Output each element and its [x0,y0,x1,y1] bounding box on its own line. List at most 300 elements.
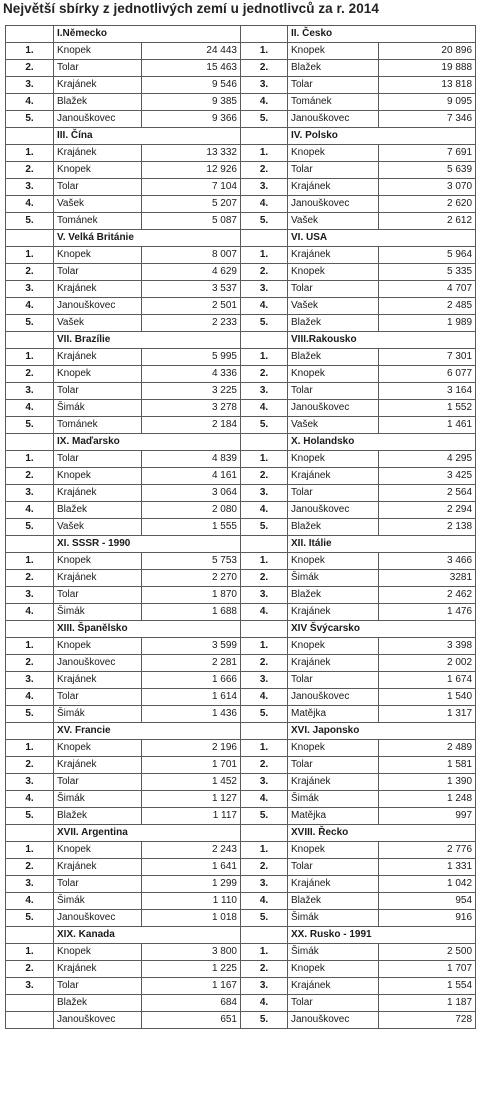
table-row [6,706,476,723]
collector-name: Šimák [288,791,379,808]
rank-cell: 3. [241,77,288,94]
collection-size: 1 674 [379,672,476,689]
collector-name: Janouškovec [288,111,379,128]
rank-cell: 5. [6,111,54,128]
collection-size: 1 331 [379,859,476,876]
table-row [6,995,476,1012]
rank-cell: 2. [6,961,54,978]
table-row [6,774,476,791]
collection-size: 2 080 [142,502,241,519]
rank-cell: 1. [241,842,288,859]
collector-name: Knopek [288,740,379,757]
collection-size: 4 336 [142,366,241,383]
rank-cell: 1. [6,43,54,60]
collector-name: Šimák [288,570,379,587]
collector-name: Krajánek [288,179,379,196]
collector-name: Šimák [54,791,142,808]
table-row [6,315,476,332]
blank-cell [6,825,54,842]
rank-cell: 3. [6,587,54,604]
collection-size: 5 087 [142,213,241,230]
rank-cell: 1. [241,145,288,162]
collector-name: Tolar [288,859,379,876]
rank-cell: 3. [241,672,288,689]
rank-cell: 5. [241,111,288,128]
blank-cell [241,723,288,740]
collector-name: Janouškovec [288,1012,379,1029]
rank-cell: 4. [241,791,288,808]
rank-cell: 2. [241,60,288,77]
collection-size: 4 839 [142,451,241,468]
rank-cell: 5. [6,315,54,332]
country-name: XVI. Japonsko [288,723,476,740]
rank-cell: 4. [6,689,54,706]
table-row [6,264,476,281]
rank-cell: 3. [241,876,288,893]
country-name: XIX. Kanada [54,927,241,944]
blank-cell [6,128,54,145]
rank-cell: 1. [241,638,288,655]
country-header-row [6,26,476,43]
collection-size: 3 070 [379,179,476,196]
collector-name: Knopek [288,553,379,570]
table-row [6,43,476,60]
table-row [6,383,476,400]
collector-name: Krajánek [288,247,379,264]
rank-cell: 4. [241,196,288,213]
rank-cell: 2. [6,162,54,179]
collector-name: Blažek [54,502,142,519]
collection-size: 2 281 [142,655,241,672]
rank-cell: 3. [6,978,54,995]
collection-size: 1 555 [142,519,241,536]
table-row [6,417,476,434]
collector-name: Tolar [54,383,142,400]
collection-size: 8 007 [142,247,241,264]
page-title: Největší sbírky z jednotlivých zemí u jednotlivců za r. 2014 [3,1,379,16]
collection-size: 3 164 [379,383,476,400]
country-name: X. Holandsko [288,434,476,451]
collector-name: Šimák [288,910,379,927]
rank-cell: 3. [6,383,54,400]
blank-cell [6,434,54,451]
collection-size: 1 042 [379,876,476,893]
rank-cell: 5. [241,417,288,434]
collection-size: 24 443 [142,43,241,60]
collection-size: 1 614 [142,689,241,706]
collector-name: Knopek [288,366,379,383]
table-row [6,162,476,179]
collection-size: 1 117 [142,808,241,825]
collector-name: Krajánek [54,281,142,298]
collector-name: Tománek [54,417,142,434]
rank-cell: 5. [241,910,288,927]
collector-name: Knopek [288,961,379,978]
collection-size: 916 [379,910,476,927]
rank-cell: 3. [241,179,288,196]
collector-name: Tolar [288,162,379,179]
collection-size: 4 295 [379,451,476,468]
rank-cell: 2. [6,366,54,383]
collection-size: 5 639 [379,162,476,179]
rank-cell: 3. [241,978,288,995]
collection-size: 2 270 [142,570,241,587]
table-row [6,604,476,621]
blank-cell [241,230,288,247]
blank-cell [241,332,288,349]
table-row [6,213,476,230]
collection-size: 3 800 [142,944,241,961]
collector-name: Tolar [288,383,379,400]
country-header-row [6,332,476,349]
blank-cell [241,434,288,451]
collector-name: Janouškovec [54,111,142,128]
collection-size: 2 776 [379,842,476,859]
collection-size: 3 425 [379,468,476,485]
collection-size: 6 077 [379,366,476,383]
collector-name: Blažek [288,587,379,604]
country-header-row [6,128,476,145]
collection-size: 5 207 [142,196,241,213]
collection-size: 2 500 [379,944,476,961]
rank-cell: 2. [241,162,288,179]
rank-cell [6,995,54,1012]
rank-cell: 1. [6,247,54,264]
collector-name: Blažek [288,893,379,910]
collection-size: 2 485 [379,298,476,315]
collector-name: Knopek [54,638,142,655]
rank-cell: 3. [6,672,54,689]
collection-size: 1 390 [379,774,476,791]
collector-name: Tolar [54,60,142,77]
collector-name: Krajánek [54,859,142,876]
country-name: III. Čína [54,128,241,145]
table-row [6,655,476,672]
collector-name: Tolar [288,77,379,94]
rank-cell: 2. [6,757,54,774]
collection-size: 1 552 [379,400,476,417]
table-row [6,111,476,128]
blank-cell [6,26,54,43]
rank-cell: 5. [6,417,54,434]
table-row [6,893,476,910]
rank-cell: 2. [6,570,54,587]
collector-name: Krajánek [288,978,379,995]
collector-name: Šimák [54,400,142,417]
rank-cell: 1. [6,349,54,366]
collector-name: Tolar [288,281,379,298]
table-row [6,587,476,604]
table-row [6,1012,476,1029]
collector-name: Vašek [288,417,379,434]
collector-name: Krajánek [54,757,142,774]
collector-name: Tolar [54,264,142,281]
rank-cell: 2. [241,757,288,774]
collection-size: 1 225 [142,961,241,978]
collection-size: 1 701 [142,757,241,774]
collection-size: 19 888 [379,60,476,77]
rank-cell: 5. [241,315,288,332]
rank-cell: 4. [6,893,54,910]
collection-size: 2 612 [379,213,476,230]
collector-name: Blažek [54,94,142,111]
rank-cell: 4. [241,400,288,417]
table-row [6,298,476,315]
collector-name: Tolar [54,179,142,196]
collector-name: Knopek [288,638,379,655]
rank-cell: 4. [241,995,288,1012]
collection-size: 1 461 [379,417,476,434]
collector-name: Knopek [54,740,142,757]
table-row [6,94,476,111]
collector-name: Tolar [288,672,379,689]
table-row [6,553,476,570]
collector-name: Knopek [54,553,142,570]
collector-name: Krajánek [288,655,379,672]
collector-name: Tolar [288,485,379,502]
country-name: XX. Rusko - 1991 [288,927,476,944]
collector-name: Krajánek [288,774,379,791]
collector-name: Krajánek [288,876,379,893]
collection-size: 3281 [379,570,476,587]
collector-name: Krajánek [54,485,142,502]
rank-cell: 1. [6,145,54,162]
table-row [6,281,476,298]
collector-name: Krajánek [54,349,142,366]
rank-cell: 2. [241,468,288,485]
table-row [6,366,476,383]
collection-size: 684 [142,995,241,1012]
collection-size: 1 476 [379,604,476,621]
rank-cell: 5. [241,808,288,825]
rank-cell: 2. [241,366,288,383]
table-row [6,808,476,825]
collector-name: Krajánek [288,468,379,485]
collector-name: Janouškovec [54,910,142,927]
rank-cell: 1. [241,740,288,757]
blank-cell [241,536,288,553]
rank-cell: 3. [6,281,54,298]
collector-name: Tolar [54,451,142,468]
rank-cell: 1. [241,451,288,468]
collector-name: Tolar [54,978,142,995]
country-name: VII. Brazílie [54,332,241,349]
collection-size: 651 [142,1012,241,1029]
blank-cell [6,230,54,247]
rank-cell: 3. [6,485,54,502]
collection-size: 1 187 [379,995,476,1012]
rank-cell: 2. [241,570,288,587]
table-row [6,672,476,689]
country-name: IX. Maďarsko [54,434,241,451]
collection-size: 2 233 [142,315,241,332]
blank-cell [241,927,288,944]
table-row [6,60,476,77]
collector-name: Tolar [54,689,142,706]
collection-size: 7 301 [379,349,476,366]
collection-size: 954 [379,893,476,910]
collector-name: Vašek [54,315,142,332]
rank-cell: 3. [6,774,54,791]
country-name: VI. USA [288,230,476,247]
collection-size: 2 620 [379,196,476,213]
collector-name: Tolar [288,757,379,774]
table-body [6,26,476,1029]
table-row [6,400,476,417]
blank-cell [241,26,288,43]
rank-cell: 2. [6,859,54,876]
country-header-row [6,825,476,842]
table-row [6,468,476,485]
collection-size: 2 489 [379,740,476,757]
collection-size: 1 452 [142,774,241,791]
collector-name: Knopek [288,145,379,162]
rank-cell: 2. [241,859,288,876]
collection-size: 1 299 [142,876,241,893]
collection-size: 3 398 [379,638,476,655]
rank-cell: 3. [241,383,288,400]
country-header-row [6,536,476,553]
rank-cell [6,1012,54,1029]
blank-cell [6,536,54,553]
collection-size: 3 599 [142,638,241,655]
rank-cell: 1. [241,553,288,570]
collection-size: 728 [379,1012,476,1029]
rank-cell: 1. [241,247,288,264]
collection-size: 3 278 [142,400,241,417]
collection-size: 13 818 [379,77,476,94]
table-row [6,502,476,519]
collection-size: 5 964 [379,247,476,264]
collector-name: Knopek [54,247,142,264]
collection-size: 12 926 [142,162,241,179]
rank-cell: 4. [6,502,54,519]
collection-size: 5 995 [142,349,241,366]
collector-name: Tolar [54,876,142,893]
collector-name: Blažek [54,808,142,825]
country-name: XI. SSSR - 1990 [54,536,241,553]
collection-size: 4 707 [379,281,476,298]
rank-cell: 3. [241,587,288,604]
blank-cell [6,927,54,944]
table-row [6,349,476,366]
collection-size: 13 332 [142,145,241,162]
collection-size: 1 317 [379,706,476,723]
rank-cell: 4. [6,791,54,808]
country-name: XVII. Argentina [54,825,241,842]
collector-name: Šimák [54,706,142,723]
collection-size: 2 138 [379,519,476,536]
rank-cell: 1. [6,842,54,859]
rank-cell: 4. [241,94,288,111]
collector-name: Knopek [54,944,142,961]
rank-cell: 4. [241,893,288,910]
country-name: I.Německo [54,26,241,43]
rank-cell: 4. [6,298,54,315]
table-row [6,247,476,264]
collection-size: 7 104 [142,179,241,196]
rank-cell: 5. [241,706,288,723]
collector-name: Janouškovec [288,196,379,213]
collector-name: Blažek [288,315,379,332]
rank-cell: 1. [6,944,54,961]
collector-name: Šimák [288,944,379,961]
collector-name: Janouškovec [288,400,379,417]
collector-name: Šimák [54,604,142,621]
table-row [6,451,476,468]
collector-name: Knopek [54,468,142,485]
collector-name: Vašek [288,213,379,230]
rank-cell: 4. [241,604,288,621]
rank-cell: 3. [6,179,54,196]
rank-cell: 5. [6,706,54,723]
rank-cell: 3. [241,281,288,298]
collection-size: 3 225 [142,383,241,400]
collector-name: Blažek [288,60,379,77]
rank-cell: 1. [6,451,54,468]
collector-name: Krajánek [54,961,142,978]
country-header-row [6,723,476,740]
rank-cell: 1. [241,43,288,60]
collection-size: 2 196 [142,740,241,757]
collection-size: 7 346 [379,111,476,128]
rank-cell: 3. [241,485,288,502]
collection-size: 1 666 [142,672,241,689]
country-header-row [6,927,476,944]
table-row [6,196,476,213]
collection-size: 1 540 [379,689,476,706]
collection-size: 2 243 [142,842,241,859]
collector-name: Knopek [288,451,379,468]
collector-name: Matějka [288,808,379,825]
table-row [6,961,476,978]
collector-name: Tománek [54,213,142,230]
table-row [6,570,476,587]
collection-size: 2 184 [142,417,241,434]
rank-cell: 5. [6,808,54,825]
country-header-row [6,621,476,638]
blank-cell [6,332,54,349]
collection-size: 4 161 [142,468,241,485]
collector-name: Janouškovec [288,689,379,706]
collection-size: 15 463 [142,60,241,77]
blank-cell [241,128,288,145]
table-row [6,740,476,757]
collection-size: 2 564 [379,485,476,502]
collector-name: Blažek [288,349,379,366]
collector-name: Krajánek [54,77,142,94]
country-name: II. Česko [288,26,476,43]
collection-size: 1 554 [379,978,476,995]
rank-cell: 2. [241,264,288,281]
collector-name: Janouškovec [54,1012,142,1029]
rank-cell: 4. [241,502,288,519]
collector-name: Tománek [288,94,379,111]
collector-name: Blažek [288,519,379,536]
rank-cell: 5. [6,213,54,230]
table-row [6,179,476,196]
collection-size: 9 366 [142,111,241,128]
collection-size: 2 501 [142,298,241,315]
country-name: V. Velká Británie [54,230,241,247]
rank-cell: 3. [6,77,54,94]
collection-size: 1 248 [379,791,476,808]
rank-cell: 2. [6,264,54,281]
rank-cell: 2. [241,961,288,978]
collector-name: Tolar [54,774,142,791]
collector-name: Janouškovec [54,298,142,315]
collection-size: 1 989 [379,315,476,332]
